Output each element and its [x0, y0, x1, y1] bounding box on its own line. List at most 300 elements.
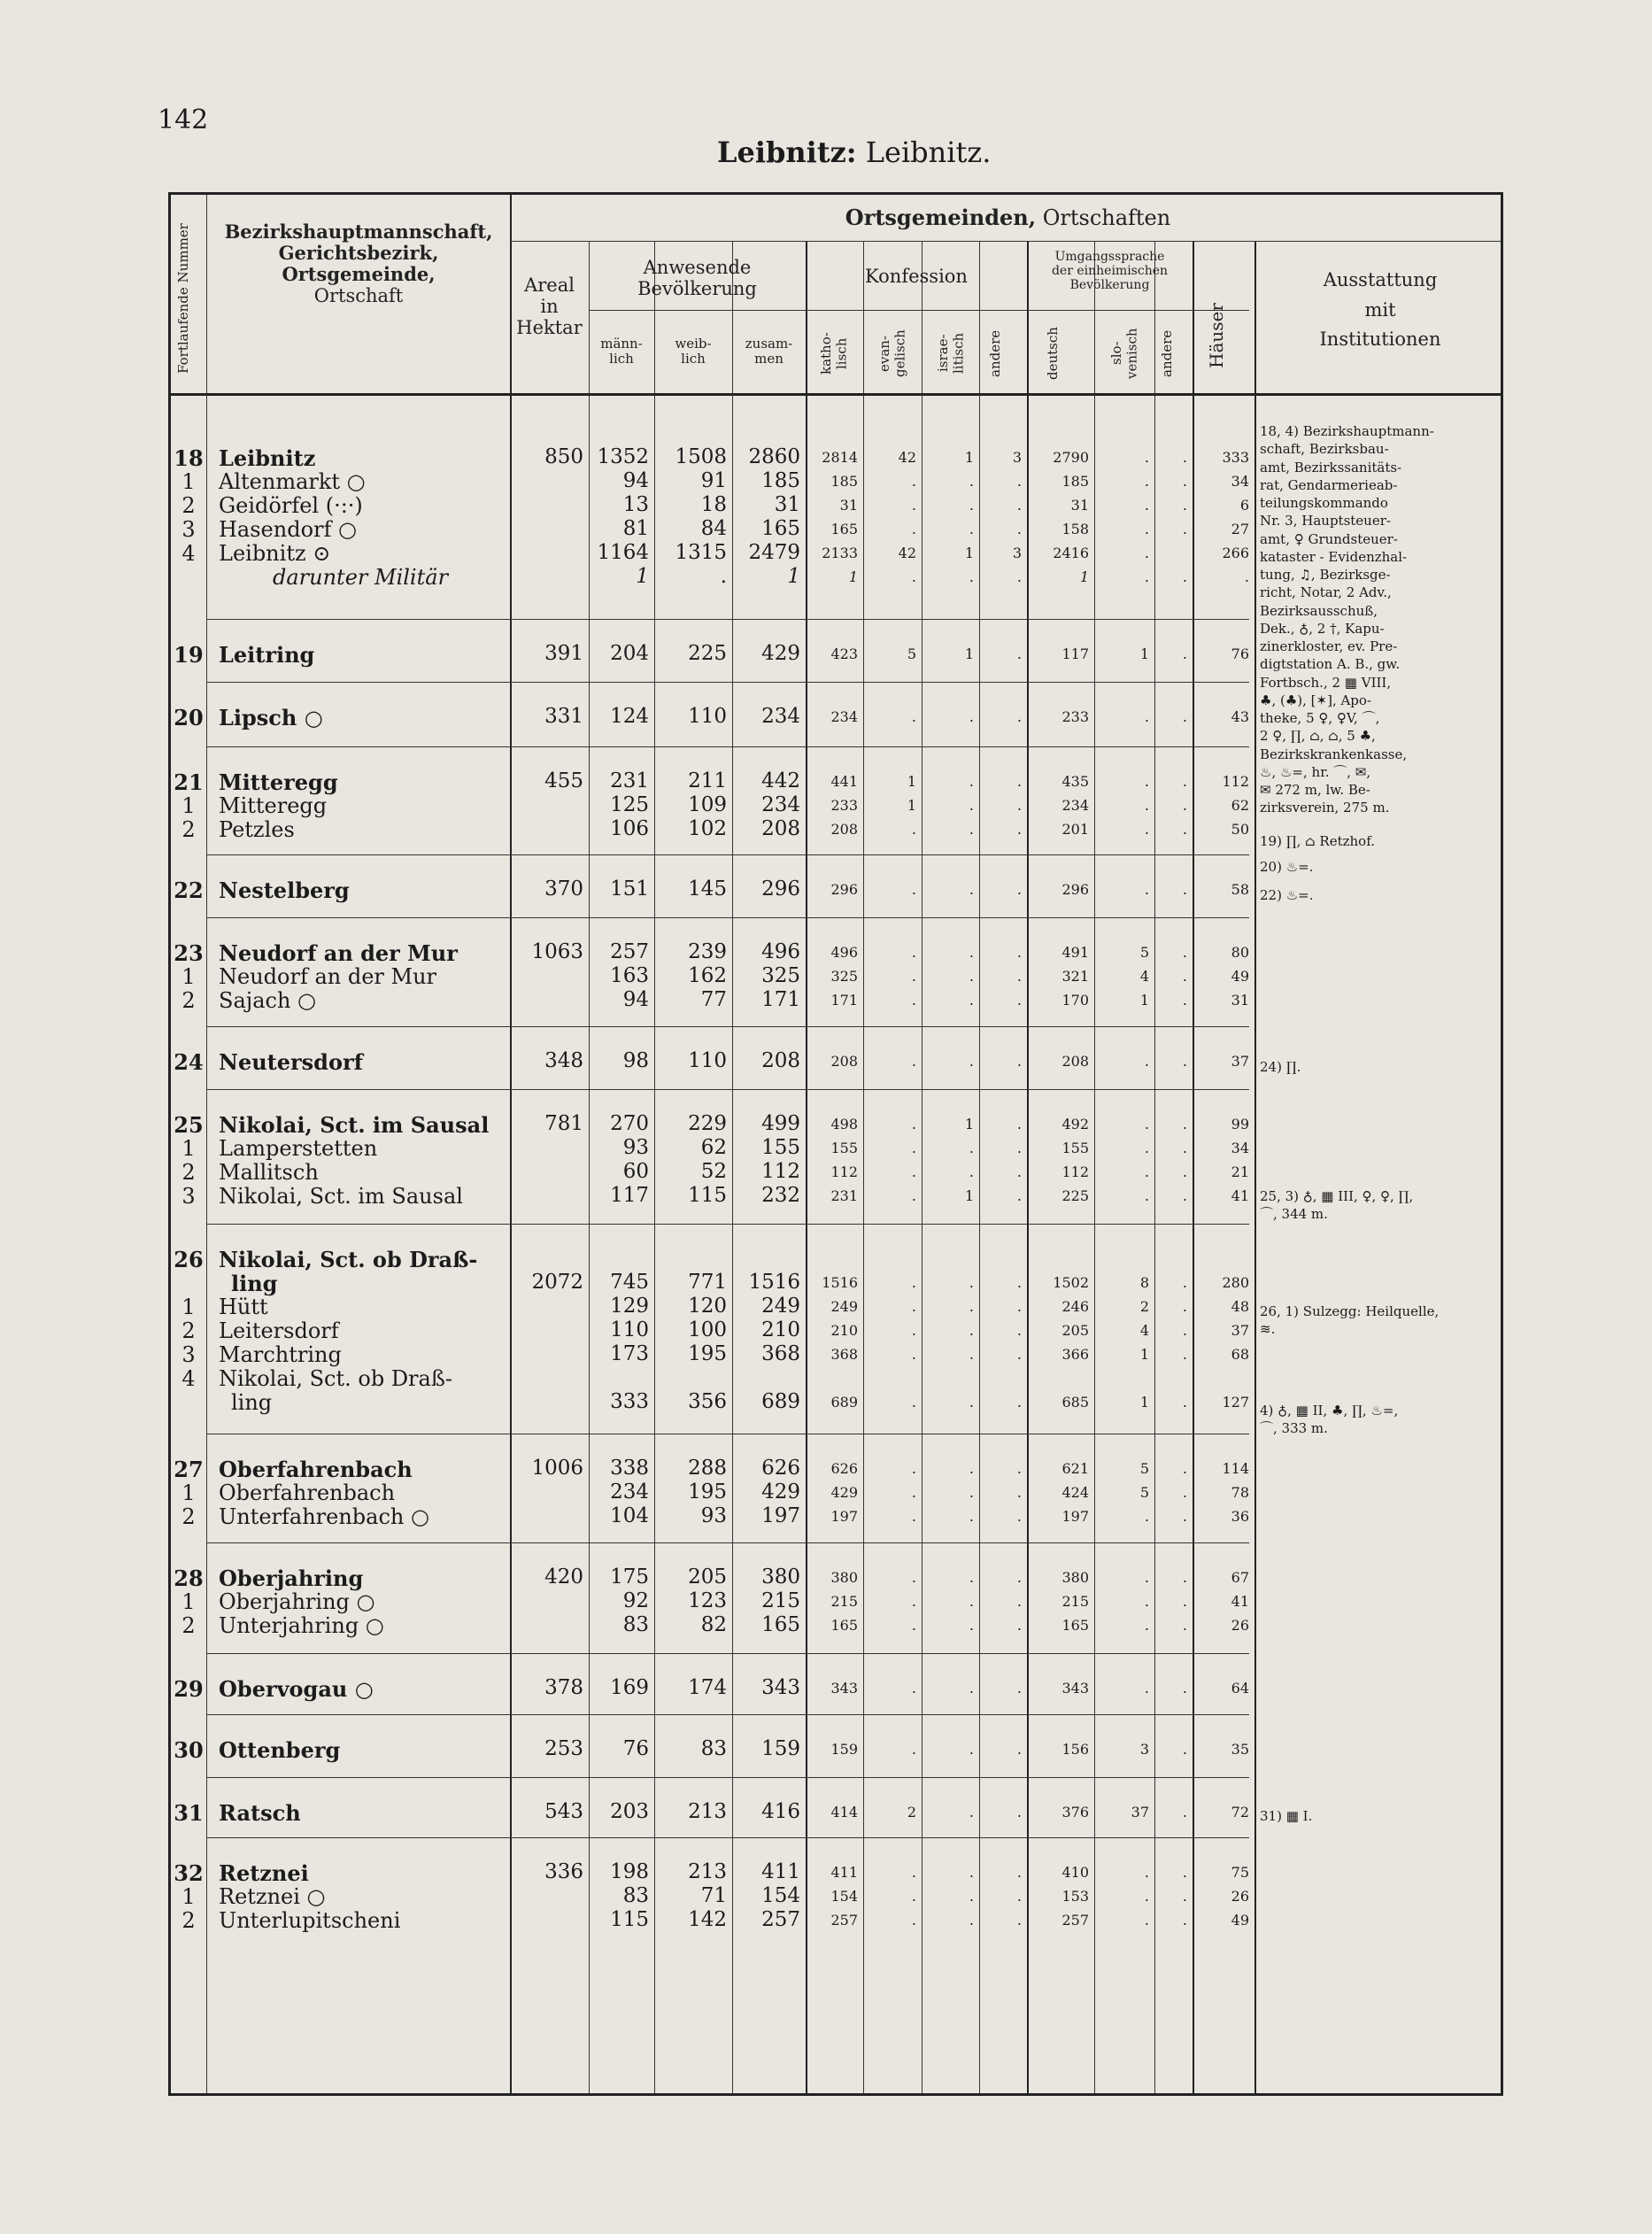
cell-x: .: [1182, 1741, 1187, 1758]
institutions-line: ⌒, 333 m.: [1260, 1420, 1328, 1437]
row-number: 3: [181, 1184, 196, 1209]
cell-i: .: [969, 1140, 974, 1156]
institutions-line: teilungskommando: [1260, 495, 1388, 511]
cell-w: 120: [688, 1295, 727, 1318]
cell-a: 850: [544, 445, 583, 468]
cell-a: 781: [544, 1112, 583, 1135]
ortsgemeinde-name: Neutersdorf: [219, 1049, 363, 1075]
cell-s: .: [1144, 545, 1149, 561]
cell-s: .: [1144, 1569, 1149, 1586]
cell-k: 368: [830, 1346, 858, 1363]
cell-s: .: [1144, 1163, 1149, 1180]
cell-d: 197: [1061, 1508, 1089, 1525]
cell-k: 414: [830, 1804, 858, 1820]
row-number: 1: [181, 1589, 196, 1614]
cell-k: 429: [830, 1484, 858, 1501]
cell-e: .: [911, 992, 916, 1009]
ortschaft-name: ling: [231, 1390, 273, 1415]
cell-o: .: [1016, 1593, 1022, 1610]
cell-o: .: [1016, 1680, 1022, 1697]
ortschaft-name: Unterfahrenbach ○: [219, 1504, 429, 1529]
cell-m: 231: [610, 769, 649, 792]
cell-d: 1502: [1053, 1274, 1089, 1291]
cell-i: .: [969, 1804, 974, 1820]
cell-m: 104: [610, 1504, 649, 1527]
cell-h: .: [1244, 568, 1249, 585]
institutions-note: [1260, 1303, 1501, 1339]
row-number: 25: [174, 1112, 204, 1138]
row-number: 23: [174, 940, 204, 966]
institutions-line: richt, Notar, 2 Adv.,: [1260, 584, 1392, 601]
cell-k: 296: [830, 881, 858, 898]
cell-z: 155: [761, 1136, 800, 1159]
cell-i: .: [969, 881, 974, 898]
cell-k: 210: [830, 1322, 858, 1339]
cell-s: 3: [1139, 1741, 1149, 1758]
cell-k: 380: [830, 1569, 858, 1586]
cell-w: 115: [688, 1184, 727, 1207]
cell-e: 5: [907, 645, 916, 662]
cell-z: 411: [761, 1860, 800, 1883]
cell-a: 1006: [531, 1457, 583, 1480]
institutions-line: theke, 5 ♀, ♀V, ⌒,: [1260, 710, 1380, 726]
cell-k: 159: [830, 1741, 858, 1758]
cell-d: 2416: [1053, 545, 1089, 561]
cell-o: .: [1016, 1888, 1022, 1905]
cell-h: 68: [1231, 1346, 1249, 1363]
cell-i: .: [969, 944, 974, 961]
cell-o: .: [1016, 708, 1022, 725]
cell-e: .: [911, 1140, 916, 1156]
cell-z: 249: [761, 1295, 800, 1318]
cell-i: .: [969, 708, 974, 725]
cell-z: 2479: [748, 541, 800, 564]
row-number: 19: [174, 642, 204, 668]
row-number: 22: [174, 877, 204, 903]
cell-e: 1: [907, 773, 916, 790]
institutions-line: amt, Bezirkssanitäts-: [1260, 459, 1402, 475]
row-number: 26: [174, 1247, 204, 1272]
cell-m: 169: [610, 1676, 649, 1699]
cell-h: 34: [1231, 473, 1249, 490]
cell-m: 1352: [597, 445, 649, 468]
ortschaft-name: Retznei ○: [219, 1884, 326, 1909]
cell-k: 112: [830, 1163, 858, 1180]
cell-o: .: [1016, 1322, 1022, 1339]
cell-e: 42: [898, 449, 916, 466]
row-number: 4: [181, 1366, 196, 1391]
institutions-line: 18, 4) Bezirkshauptmann-: [1260, 423, 1434, 439]
ortschaft-name: darunter Militär: [273, 565, 449, 590]
cell-m: 93: [622, 1136, 649, 1159]
cell-e: .: [911, 1569, 916, 1586]
ortsgemeinde-name: Nikolai, Sct. ob Draß-: [219, 1247, 478, 1272]
cell-o: .: [1016, 968, 1022, 985]
header-deutsch: deutsch: [1045, 327, 1061, 380]
cell-e: .: [911, 1346, 916, 1363]
cell-z: 368: [761, 1342, 800, 1365]
cell-z: 31: [774, 493, 800, 516]
row-number: 1: [181, 1136, 196, 1161]
institutions-note: [1260, 1402, 1501, 1438]
cell-k: 423: [830, 645, 858, 662]
row-number: 3: [181, 517, 196, 542]
cell-s: .: [1144, 473, 1149, 490]
ortschaft-name: Hütt: [219, 1295, 268, 1319]
cell-i: 1: [964, 645, 974, 662]
cell-x: .: [1182, 1617, 1187, 1634]
cell-s: 1: [1139, 992, 1149, 1009]
cell-w: 110: [688, 705, 727, 728]
cell-s: .: [1144, 1912, 1149, 1929]
cell-e: .: [911, 521, 916, 537]
cell-e: .: [911, 1593, 916, 1610]
cell-a: 331: [544, 705, 583, 728]
ortsgemeinde-name: Ratsch: [219, 1800, 301, 1826]
cell-s: .: [1144, 821, 1149, 838]
institutions-line: 26, 1) Sulzegg: Heilquelle,: [1260, 1303, 1440, 1319]
cell-d: 435: [1061, 773, 1089, 790]
row-number: 2: [181, 493, 196, 518]
institutions-note: [1260, 1807, 1501, 1825]
cell-o: .: [1016, 497, 1022, 514]
cell-h: 26: [1231, 1617, 1249, 1634]
institutions-line: schaft, Bezirksbau-: [1260, 441, 1389, 458]
cell-h: 41: [1231, 1187, 1249, 1204]
cell-a: 391: [544, 642, 583, 665]
institutions-line: 31) ▦ I.: [1260, 1808, 1313, 1824]
group-separator: [206, 619, 1249, 620]
ortschaft-name: Oberfahrenbach: [219, 1480, 396, 1505]
cell-e: .: [911, 1187, 916, 1204]
cell-w: 91: [700, 469, 727, 492]
cell-o: .: [1016, 1484, 1022, 1501]
cell-k: 155: [830, 1140, 858, 1156]
cell-d: 380: [1061, 1569, 1089, 1586]
cell-i: .: [969, 1864, 974, 1881]
cell-e: .: [911, 1116, 916, 1132]
page-title: Leibnitz: Leibnitz.: [717, 135, 992, 169]
cell-o: .: [1016, 473, 1022, 490]
cell-x: .: [1182, 449, 1187, 466]
ortsgemeinde-name: Obervogau ○: [219, 1676, 374, 1702]
cell-h: 62: [1231, 797, 1249, 814]
ortsgemeinde-name: Neudorf an der Mur: [219, 940, 458, 966]
cell-a: 336: [544, 1860, 583, 1883]
cell-i: .: [969, 568, 974, 585]
institutions-line: Nr. 3, Hauptsteuer-: [1260, 513, 1391, 530]
institutions-line: rat, Gendarmerieab-: [1260, 476, 1398, 493]
row-number: 1: [181, 1884, 196, 1909]
cell-o: .: [1016, 797, 1022, 814]
institutions-note: [1260, 1058, 1501, 1076]
cell-o: .: [1016, 992, 1022, 1009]
cell-w: 195: [688, 1480, 727, 1504]
cell-x: .: [1182, 708, 1187, 725]
cell-o: .: [1016, 1116, 1022, 1132]
cell-h: 80: [1231, 944, 1249, 961]
cell-d: 343: [1061, 1680, 1089, 1697]
cell-o: .: [1016, 1394, 1022, 1411]
cell-z: 442: [761, 769, 800, 792]
cell-s: 5: [1139, 1460, 1149, 1477]
cell-x: .: [1182, 1187, 1187, 1204]
cell-m: 151: [610, 877, 649, 901]
cell-e: .: [911, 1053, 916, 1070]
cell-w: 771: [688, 1271, 727, 1294]
cell-w: 1508: [675, 445, 727, 468]
cell-x: .: [1182, 1460, 1187, 1477]
cell-k: 257: [830, 1912, 858, 1929]
cell-k: 689: [830, 1394, 858, 1411]
cell-h: 75: [1231, 1864, 1249, 1881]
cell-k: 498: [830, 1116, 858, 1132]
cell-z: 2860: [748, 445, 800, 468]
ortschaft-name: Unterjahring ○: [219, 1613, 384, 1638]
ortschaft-name: Sajach ○: [219, 988, 316, 1013]
header-areal: Areal in Hektar: [516, 274, 583, 339]
cell-z: 1: [787, 565, 800, 588]
header-maennlich: männ- lich: [600, 336, 643, 367]
cell-a: 253: [544, 1737, 583, 1760]
cell-w: 82: [700, 1613, 727, 1636]
cell-d: 492: [1061, 1116, 1089, 1132]
cell-z: 416: [761, 1800, 800, 1823]
cell-x: .: [1182, 1298, 1187, 1315]
cell-w: 174: [688, 1676, 727, 1699]
row-number: 2: [181, 1318, 196, 1343]
cell-h: 35: [1231, 1741, 1249, 1758]
cell-k: 215: [830, 1593, 858, 1610]
cell-z: 208: [761, 1049, 800, 1072]
cell-h: 78: [1231, 1484, 1249, 1501]
row-number: 2: [181, 1613, 196, 1638]
cell-w: 142: [688, 1908, 727, 1931]
cell-z: 165: [761, 1613, 800, 1636]
cell-h: 333: [1222, 449, 1249, 466]
cell-e: .: [911, 1394, 916, 1411]
cell-o: .: [1016, 1140, 1022, 1156]
group-separator: [206, 1542, 1249, 1543]
row-number: 29: [174, 1676, 204, 1702]
cell-m: 129: [610, 1295, 649, 1318]
institutions-line: ♨, ♨=, hr. ⌒, ✉,: [1260, 763, 1371, 780]
cell-x: .: [1182, 992, 1187, 1009]
cell-x: .: [1182, 1912, 1187, 1929]
cell-x: .: [1182, 645, 1187, 662]
cell-s: 4: [1139, 968, 1149, 985]
cell-x: .: [1182, 1394, 1187, 1411]
cell-z: 689: [761, 1390, 800, 1413]
cell-d: 225: [1061, 1187, 1089, 1204]
cell-w: 356: [688, 1390, 727, 1413]
cell-i: .: [969, 1484, 974, 1501]
cell-w: 225: [688, 642, 727, 665]
cell-m: 204: [610, 642, 649, 665]
cell-m: 92: [622, 1589, 649, 1612]
row-number: 27: [174, 1457, 204, 1482]
cell-e: .: [911, 881, 916, 898]
cell-h: 127: [1222, 1394, 1249, 1411]
ortschaft-name: Lamperstetten: [219, 1136, 378, 1161]
cell-e: .: [911, 1484, 916, 1501]
row-number: 28: [174, 1565, 204, 1591]
cell-d: 208: [1061, 1053, 1089, 1070]
ortschaft-name: Petzles: [219, 817, 295, 842]
cell-w: 110: [688, 1049, 727, 1072]
cell-o: .: [1016, 1460, 1022, 1477]
cell-h: 58: [1231, 881, 1249, 898]
cell-h: 31: [1231, 992, 1249, 1009]
cell-w: 100: [688, 1318, 727, 1341]
institutions-line: 2 ♀, ∏, ⌂, ⌂, 5 ♣,: [1260, 728, 1376, 745]
cell-k: 165: [830, 1617, 858, 1634]
cell-d: 156: [1061, 1741, 1089, 1758]
cell-h: 48: [1231, 1298, 1249, 1315]
cell-s: 8: [1139, 1274, 1149, 1291]
cell-h: 43: [1231, 708, 1249, 725]
cell-x: .: [1182, 1804, 1187, 1820]
cell-s: 1: [1139, 1394, 1149, 1411]
cell-m: 1164: [597, 541, 649, 564]
cell-z: 257: [761, 1908, 800, 1931]
ortschaft-name: Leitersdorf: [219, 1318, 339, 1343]
header-haeuser: Häuser: [1206, 303, 1227, 368]
cell-x: .: [1182, 1053, 1187, 1070]
cell-h: 280: [1222, 1274, 1249, 1291]
row-number: 2: [181, 1160, 196, 1185]
cell-x: .: [1182, 568, 1187, 585]
cell-s: .: [1144, 1187, 1149, 1204]
row-number: 1: [181, 1295, 196, 1319]
cell-m: 94: [622, 988, 649, 1011]
header-konfession: Konfession: [865, 266, 968, 287]
header-weiblich: weib- lich: [675, 336, 712, 367]
cell-h: 37: [1231, 1322, 1249, 1339]
cell-k: 441: [830, 773, 858, 790]
header-evangelisch: evan-gelisch: [876, 329, 908, 377]
institutions-note: [1260, 832, 1501, 850]
institutions-line: zirksverein, 275 m.: [1260, 800, 1390, 816]
group-separator: [206, 1777, 1249, 1778]
cell-i: .: [969, 1394, 974, 1411]
cell-w: 213: [688, 1800, 727, 1823]
cell-e: .: [911, 473, 916, 490]
cell-m: 117: [610, 1184, 649, 1207]
cell-e: .: [911, 1508, 916, 1525]
group-separator: [206, 1089, 1249, 1090]
cell-o: .: [1016, 645, 1022, 662]
cell-a: 543: [544, 1800, 583, 1823]
header-bevoelkerung: Anwesende Bevölkerung: [637, 257, 757, 300]
cell-o: .: [1016, 944, 1022, 961]
institutions-line: 25, 3) ♁, ▦ III, ♀, ♀, ∏,: [1260, 1188, 1414, 1204]
cell-a: 455: [544, 769, 583, 792]
cell-s: .: [1144, 1140, 1149, 1156]
cell-d: 155: [1061, 1140, 1089, 1156]
cell-o: .: [1016, 568, 1022, 585]
cell-m: 124: [610, 705, 649, 728]
cell-z: 429: [761, 1480, 800, 1504]
cell-o: .: [1016, 1187, 1022, 1204]
cell-w: 239: [688, 940, 727, 963]
cell-e: .: [911, 497, 916, 514]
cell-w: 205: [688, 1565, 727, 1589]
cell-h: 37: [1231, 1053, 1249, 1070]
cell-w: 123: [688, 1589, 727, 1612]
cell-d: 201: [1061, 821, 1089, 838]
institutions-line: Bezirksausschuß,: [1260, 602, 1378, 619]
cell-d: 621: [1061, 1460, 1089, 1477]
header-israelitisch: israe-litisch: [935, 332, 967, 375]
institutions-line: 24) ∏.: [1260, 1059, 1301, 1075]
cell-d: 153: [1061, 1888, 1089, 1905]
cell-e: .: [911, 1274, 916, 1291]
cell-z: 496: [761, 940, 800, 963]
cell-s: 1: [1139, 1346, 1149, 1363]
cell-m: 76: [622, 1737, 649, 1760]
cell-x: .: [1182, 944, 1187, 961]
cell-k: 208: [830, 1053, 858, 1070]
cell-w: 211: [688, 769, 727, 792]
cell-m: 173: [610, 1342, 649, 1365]
header-konf-andere: andere: [987, 329, 1003, 377]
cell-h: 72: [1231, 1804, 1249, 1820]
cell-s: .: [1144, 497, 1149, 514]
cell-k: 233: [830, 797, 858, 814]
cell-w: 62: [700, 1136, 727, 1159]
cell-x: .: [1182, 821, 1187, 838]
cell-x: .: [1182, 1864, 1187, 1881]
cell-m: 81: [622, 517, 649, 540]
cell-x: .: [1182, 1680, 1187, 1697]
cell-i: .: [969, 1346, 974, 1363]
cell-k: 171: [830, 992, 858, 1009]
ortschaft-name: Geidörfel (·:·): [219, 493, 363, 518]
row-number: 2: [181, 1908, 196, 1933]
cell-i: 1: [964, 545, 974, 561]
cell-z: 165: [761, 517, 800, 540]
group-separator: [206, 854, 1249, 855]
cell-x: .: [1182, 968, 1187, 985]
cell-e: 2: [907, 1804, 916, 1820]
cell-m: 198: [610, 1860, 649, 1883]
cell-h: 114: [1222, 1460, 1249, 1477]
ortsgemeinde-name: Lipsch ○: [219, 705, 323, 730]
cell-i: .: [969, 1298, 974, 1315]
cell-s: 37: [1131, 1804, 1149, 1820]
group-separator: [206, 1714, 1249, 1715]
cell-i: .: [969, 773, 974, 790]
row-number: 3: [181, 1342, 196, 1367]
cell-s: .: [1144, 1053, 1149, 1070]
cell-h: 34: [1231, 1140, 1249, 1156]
cell-o: 3: [1012, 545, 1022, 561]
cell-x: .: [1182, 1116, 1187, 1132]
cell-k: 2814: [822, 449, 858, 466]
cell-e: .: [911, 568, 916, 585]
cell-d: 321: [1061, 968, 1089, 985]
cell-s: .: [1144, 773, 1149, 790]
cell-e: .: [911, 1322, 916, 1339]
ortschaft-name: Neudorf an der Mur: [219, 964, 437, 989]
cell-e: .: [911, 1163, 916, 1180]
cell-i: .: [969, 1053, 974, 1070]
header-name: Bezirkshauptmannschaft, Gerichtsbezirk, Ortsgemeinde, Ortschaft: [224, 220, 493, 307]
cell-x: .: [1182, 881, 1187, 898]
cell-s: .: [1144, 1116, 1149, 1132]
ortschaft-name: Nikolai, Sct. ob Draß-: [219, 1366, 452, 1391]
